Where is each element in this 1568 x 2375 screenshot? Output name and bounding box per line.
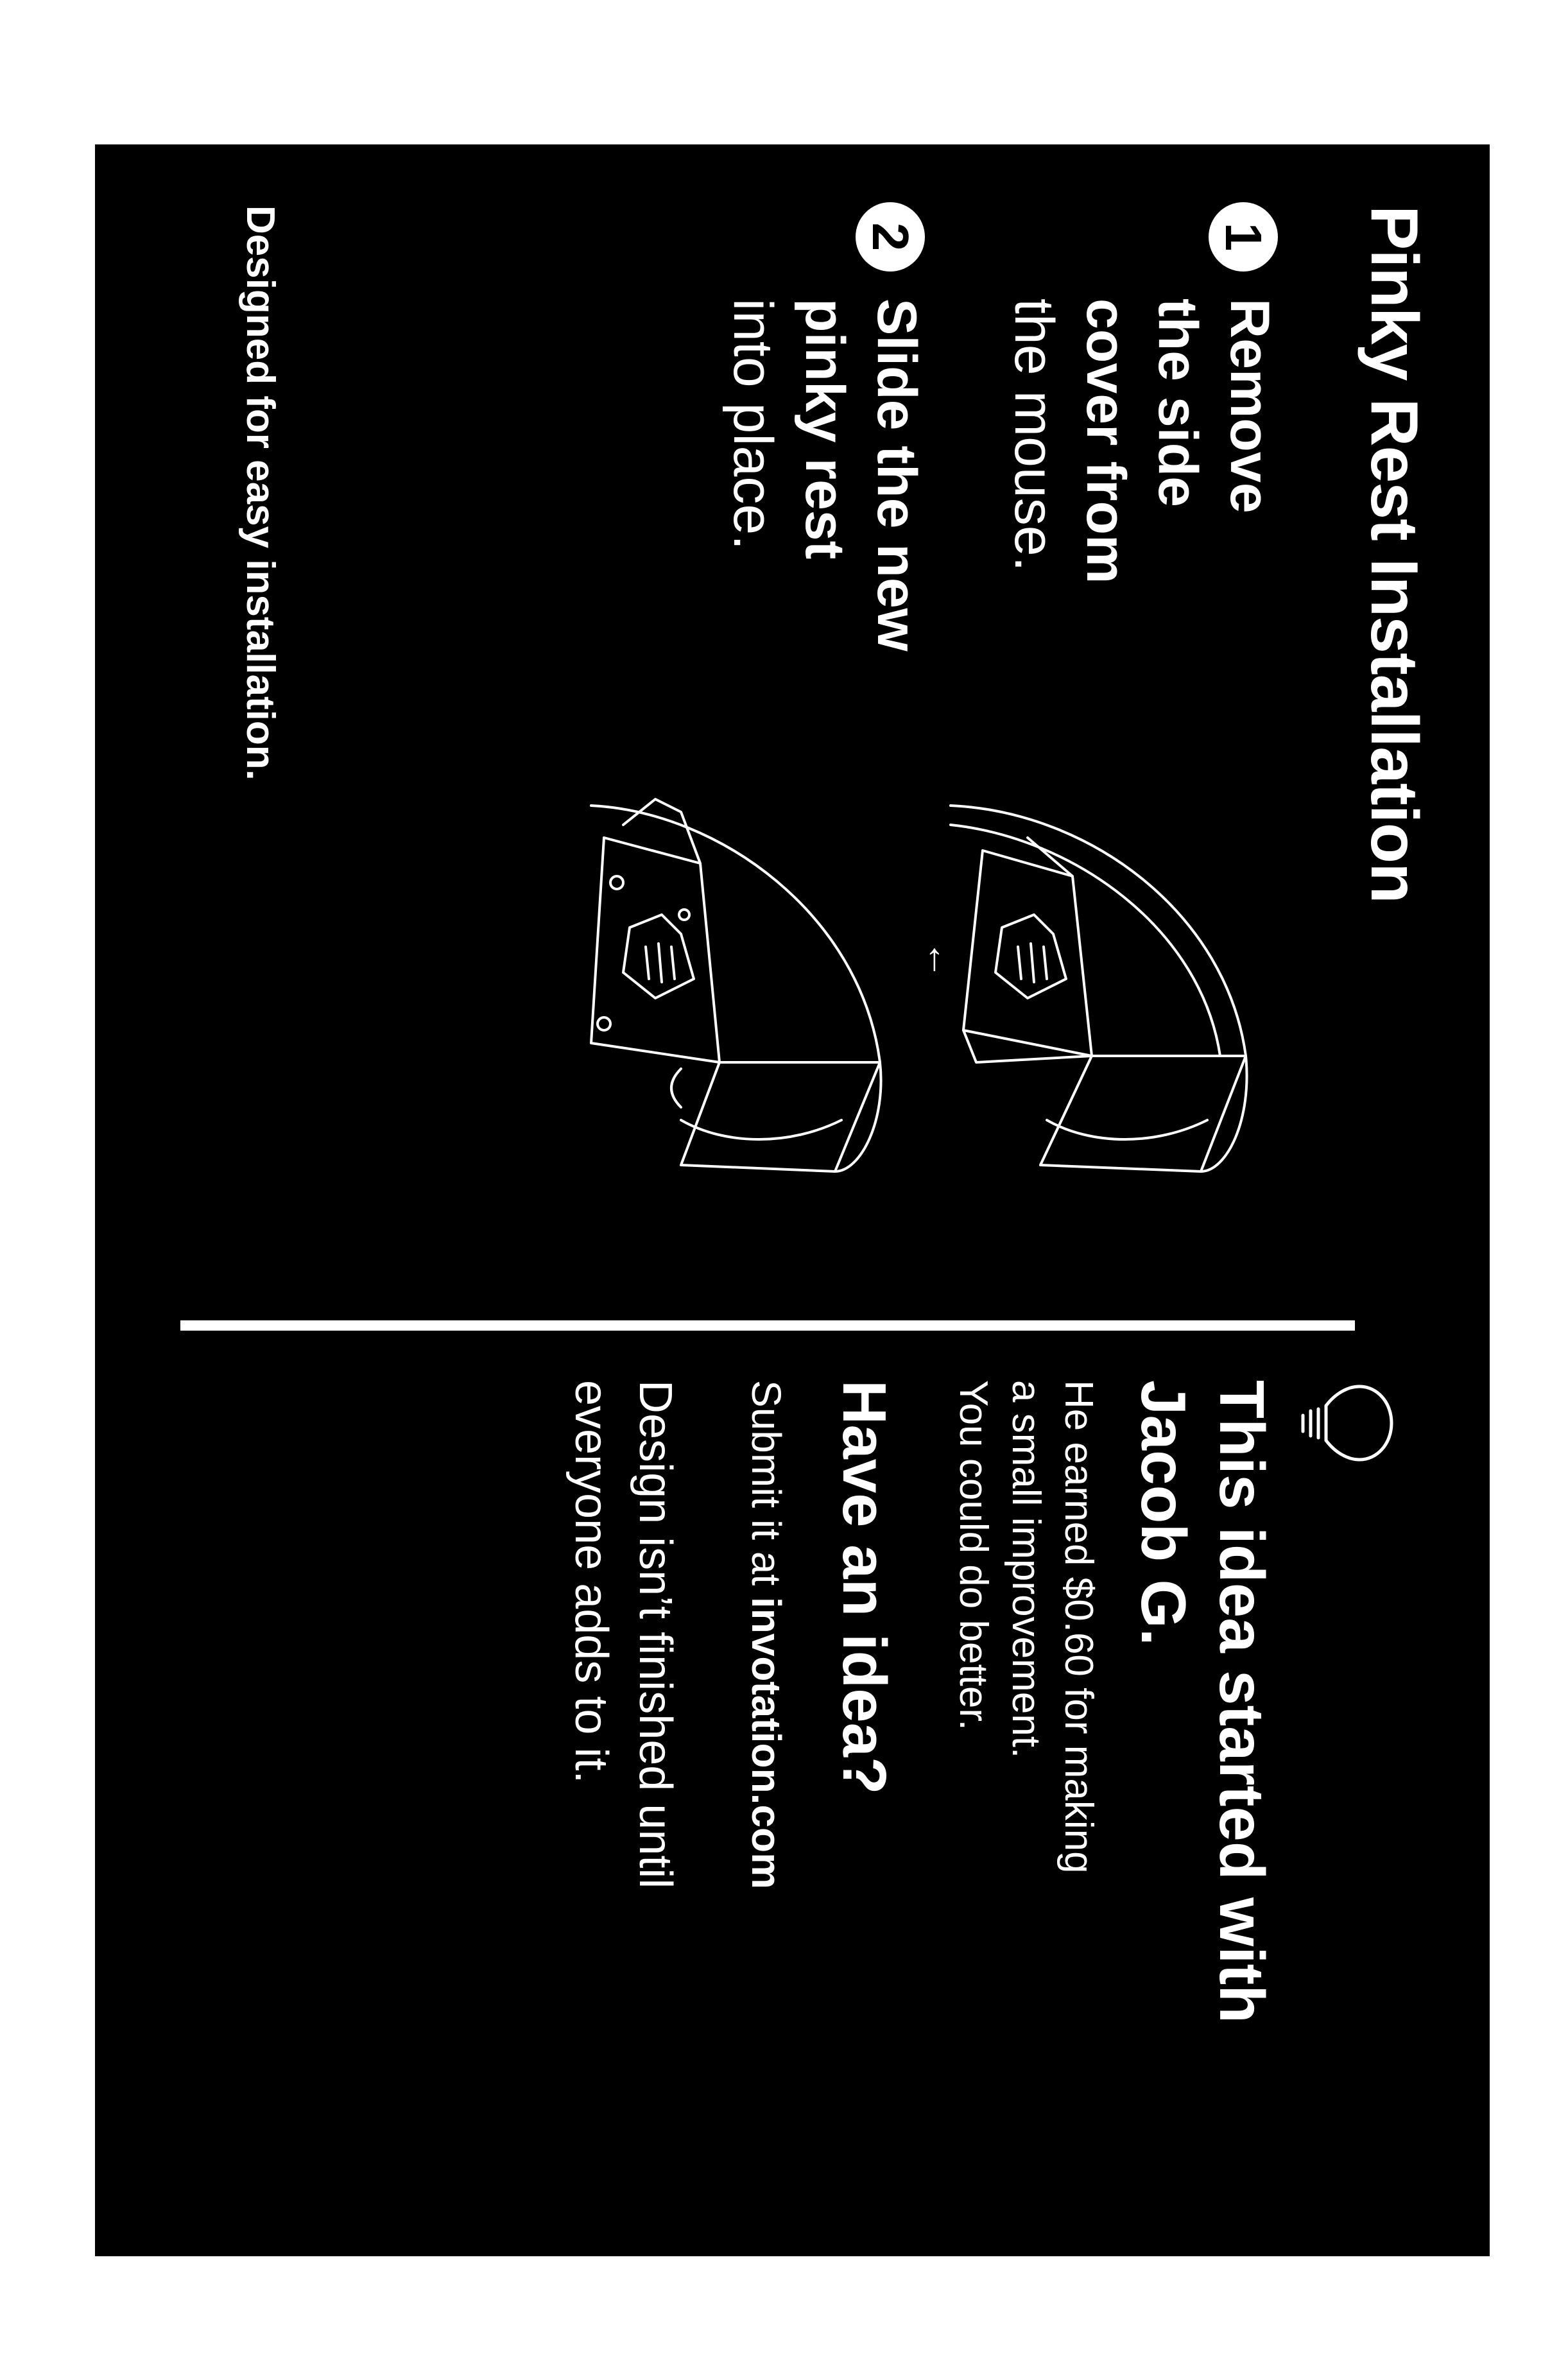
divider xyxy=(180,1320,1355,1331)
idea-prompt-text: Submit it at xyxy=(743,1380,789,1597)
credit-heading xyxy=(1124,1380,1281,2150)
credit-body-line: He earned $0.60 for making xyxy=(1056,1380,1101,1874)
closing-statement xyxy=(559,1380,687,2150)
lightbulb-icon xyxy=(1300,1380,1397,1467)
credit-body-line: a small improvement. xyxy=(1004,1380,1048,1759)
step-1-line: cover from xyxy=(1075,298,1137,584)
mouse-with-pinky-rest-illustration xyxy=(565,786,925,1184)
step-1-badge: 1 xyxy=(1209,202,1278,272)
instruction-card xyxy=(95,144,1490,2256)
step-2-line: Slide the new xyxy=(866,298,927,652)
arrow-left-icon: ← xyxy=(920,940,963,979)
idea-heading: Have an idea? xyxy=(830,1380,899,1795)
step-2-text xyxy=(717,298,933,652)
closing-line: everyone adds to it. xyxy=(565,1380,617,1784)
card-content xyxy=(95,144,1490,2256)
step-1-line: the side xyxy=(1147,298,1209,507)
idea-prompt xyxy=(743,1380,790,1889)
website-link[interactable]: invotation.com xyxy=(743,1596,789,1890)
credit-heading-line: This idea started with xyxy=(1207,1380,1277,2023)
step-1-line: Remove xyxy=(1219,298,1280,514)
credit-body xyxy=(947,1380,1105,2150)
footer-note: Designed for easy installation. xyxy=(238,205,282,781)
step-2-badge: 2 xyxy=(856,202,925,272)
credit-body-line: You could do better. xyxy=(951,1380,995,1731)
credit-heading-line: Jacob G. xyxy=(1128,1380,1199,1646)
step-1-line: the mouse. xyxy=(1003,298,1065,572)
step-1-text xyxy=(998,298,1286,584)
mouse-with-cover-illustration xyxy=(925,786,1284,1184)
step-2-line: pinky rest xyxy=(794,298,856,560)
closing-line: Design isn’t finished until xyxy=(630,1380,681,1889)
page-title: Pinky Rest Installation xyxy=(1357,205,1431,903)
step-2-line: into place. xyxy=(722,298,784,551)
